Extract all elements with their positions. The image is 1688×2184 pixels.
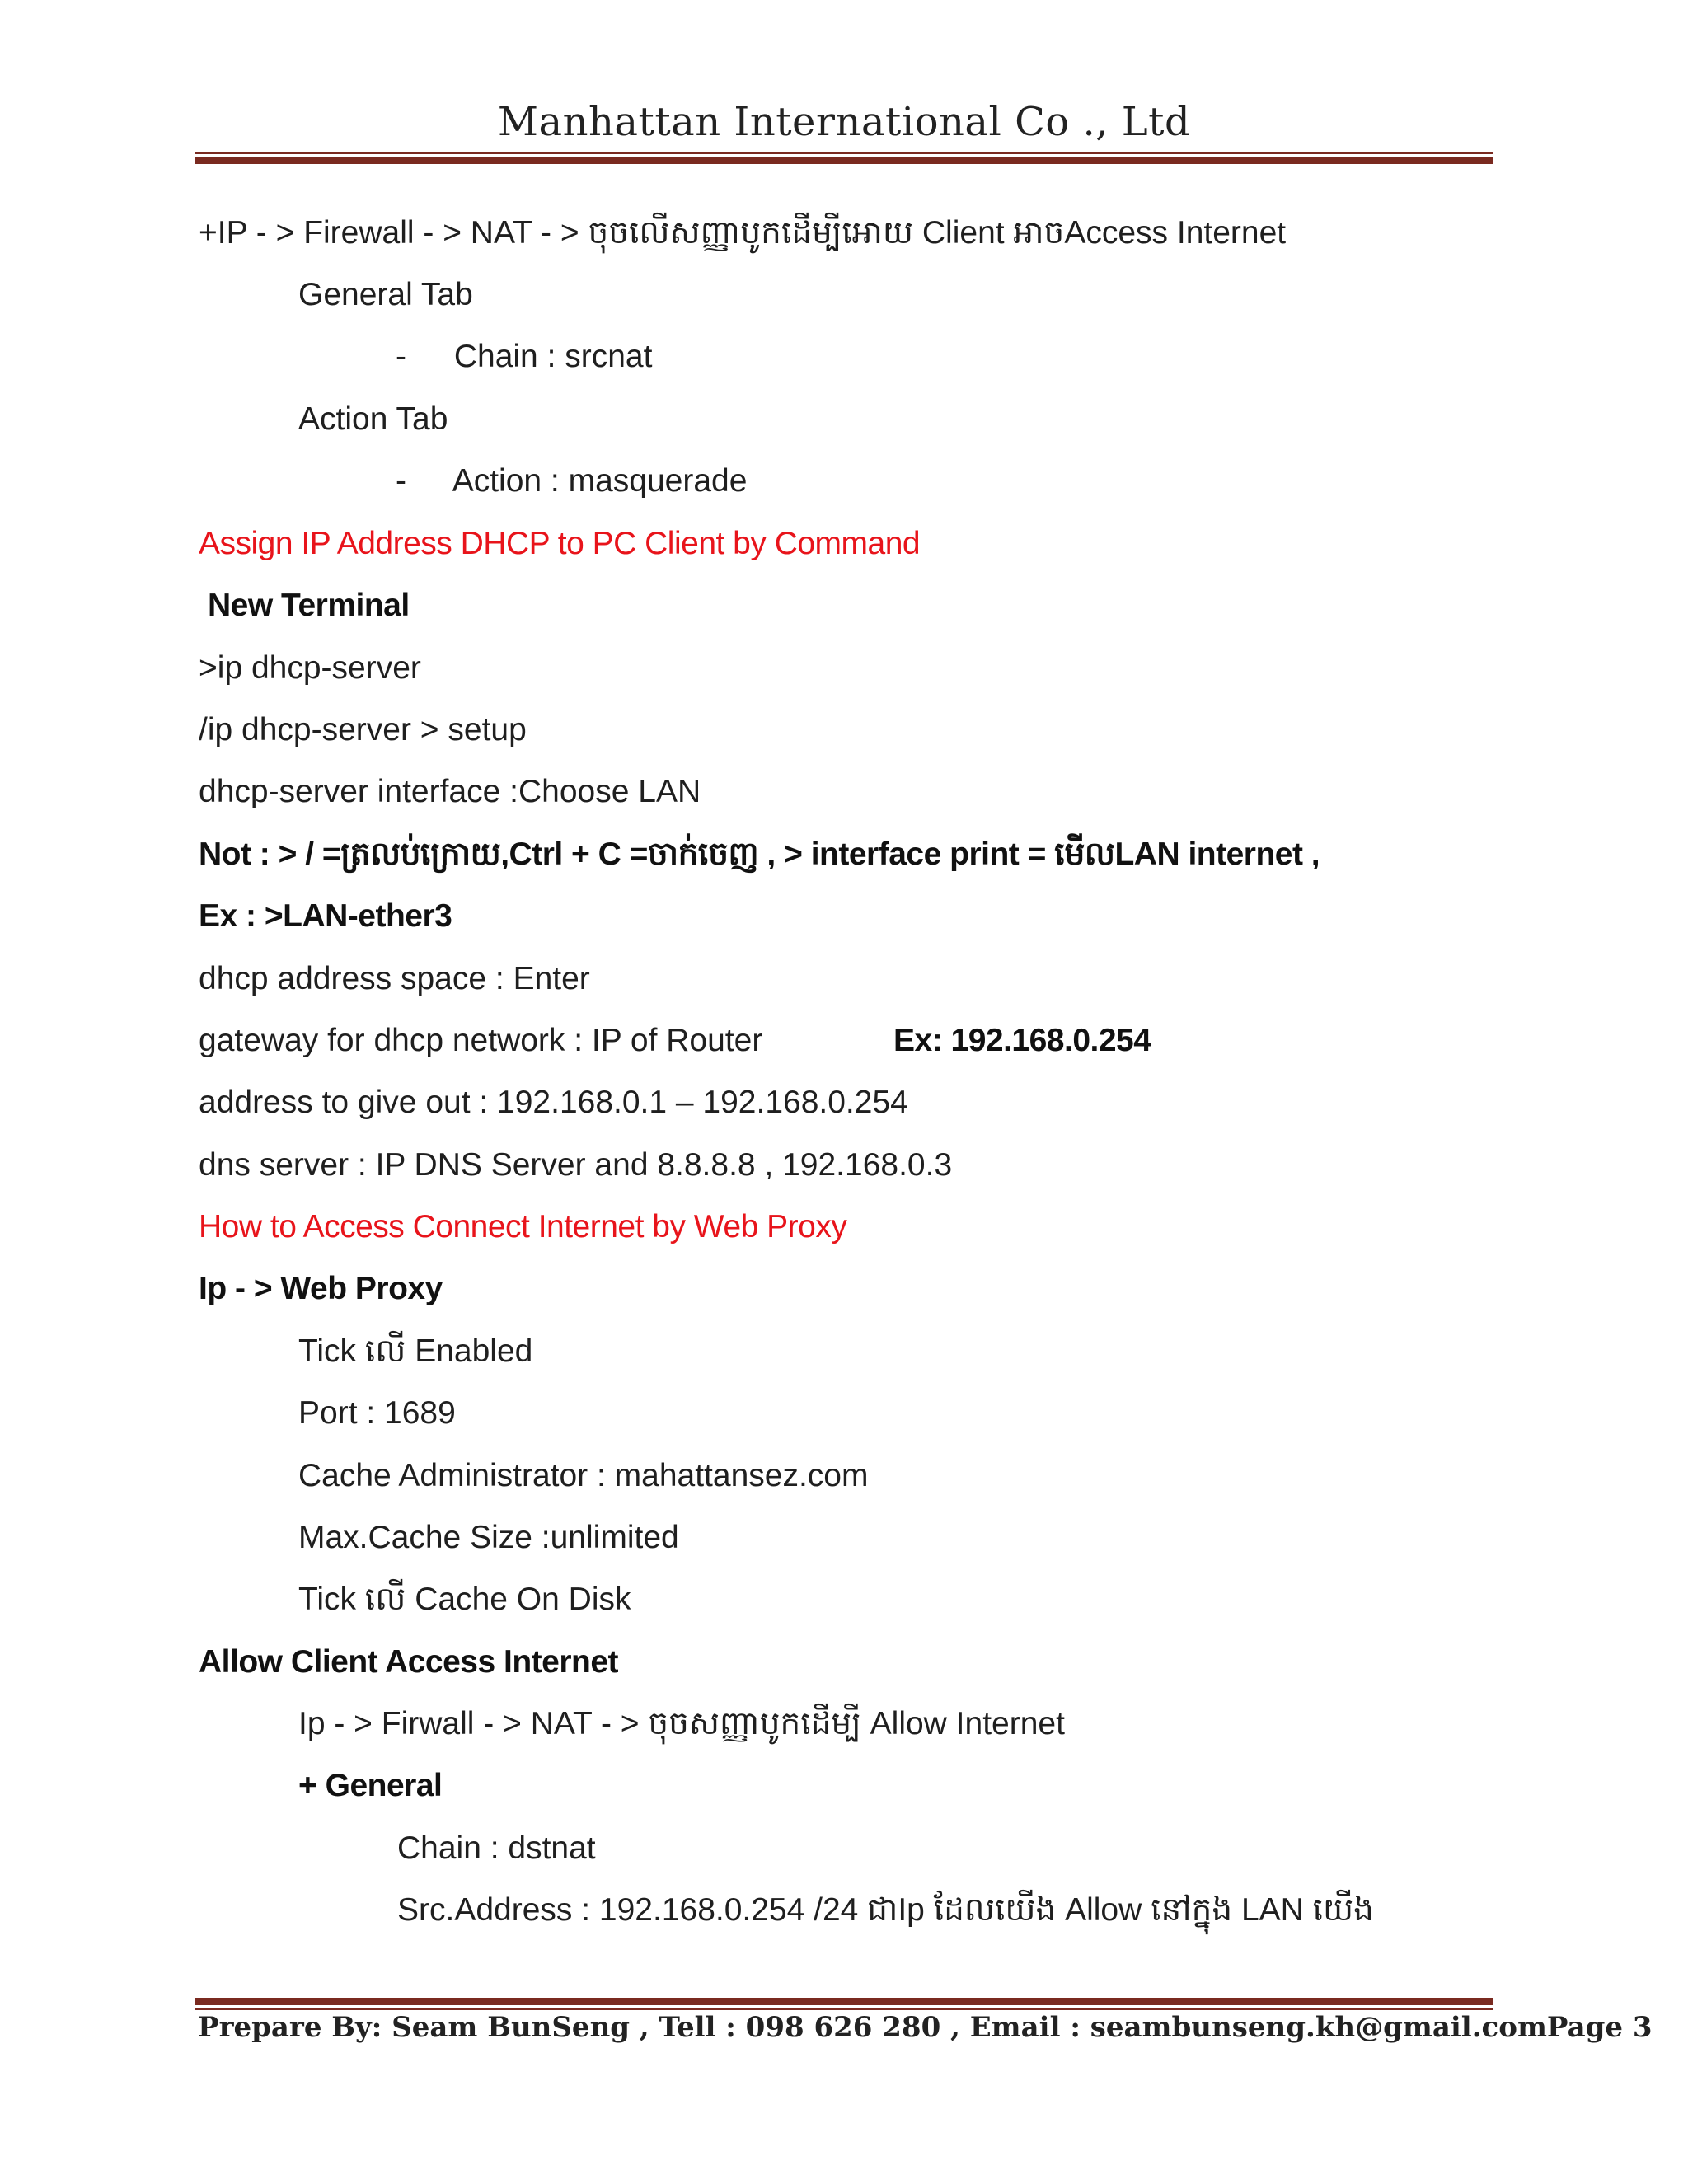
list-item — [396, 337, 652, 377]
footer — [198, 2011, 1653, 2044]
footer-prepared-by: Prepare By: Seam BunSeng , Tell : 098 626 280 , Email : seambunseng.kh@gmail.com — [198, 2011, 1547, 2044]
text-line: Max.Cache Size :unlimited — [298, 1520, 679, 1555]
text-line: Ip - > Firwall - > NAT - > ចុចសញ្ញាបូកដើម្បី Allow Internet — [298, 1706, 1065, 1741]
example-line: Ex: 192.168.0.254 — [893, 1023, 1151, 1058]
text-line: Action Tab — [298, 401, 448, 437]
text-line: +IP - > Firewall - > NAT - > ចុចលើសញ្ញាបូកដើម្បីអោយ Client អាចAccess Internet — [199, 215, 1287, 251]
text-line: Src.Address : 192.168.0.254 /24 ជាIp ដែលយើង Allow នៅក្នុង LAN យើង — [397, 1892, 1374, 1928]
subheading: New Terminal — [208, 588, 410, 623]
subheading: Ip - > Web Proxy — [199, 1271, 443, 1306]
subheading: + General — [298, 1768, 443, 1803]
bullet-dash: - — [396, 463, 406, 499]
text-line: Port : 1689 — [298, 1395, 456, 1431]
list-item — [396, 462, 747, 501]
text-line: address to give out : 192.168.0.1 – 192.168.0.254 — [199, 1085, 908, 1120]
bullet-dash: - — [396, 339, 406, 374]
text-line: dns server : IP DNS Server and 8.8.8.8 , 192.168.0.3 — [199, 1147, 953, 1183]
list-item-text: Action : masquerade — [452, 463, 748, 499]
text-line: gateway for dhcp network : IP of Router — [199, 1023, 763, 1058]
section-heading: How to Access Connect Internet by Web Proxy — [199, 1209, 847, 1244]
note-line: Not : > / =ត្រលប់ក្រោយ,Ctrl + C =ចាក់ចេញ , > interface print = មើលLAN internet , — [199, 837, 1320, 872]
footer-rule — [195, 1998, 1493, 2010]
command-line: /ip dhcp-server > setup — [199, 712, 527, 748]
section-heading: Assign IP Address DHCP to PC Client by Command — [199, 526, 921, 561]
command-line: >ip dhcp-server — [199, 650, 421, 686]
text-line: Tick លើ Enabled — [298, 1333, 533, 1369]
subheading: Allow Client Access Internet — [199, 1644, 619, 1680]
page-number: Page 3 — [1546, 2011, 1653, 2044]
text-line: General Tab — [298, 277, 473, 312]
text-line: Cache Administrator : mahattansez.com — [298, 1458, 869, 1493]
list-item-text: Chain : srcnat — [453, 339, 653, 374]
page-header-title: Manhattan International Co ., Ltd — [497, 99, 1191, 145]
header-rule — [195, 152, 1493, 164]
example-line: Ex : >LAN-ether3 — [199, 898, 452, 934]
text-line: Tick លើ Cache On Disk — [298, 1582, 631, 1617]
text-line: Chain : dstnat — [397, 1830, 596, 1866]
text-line: dhcp address space : Enter — [199, 961, 590, 996]
text-line: dhcp-server interface :Choose LAN — [199, 774, 701, 809]
